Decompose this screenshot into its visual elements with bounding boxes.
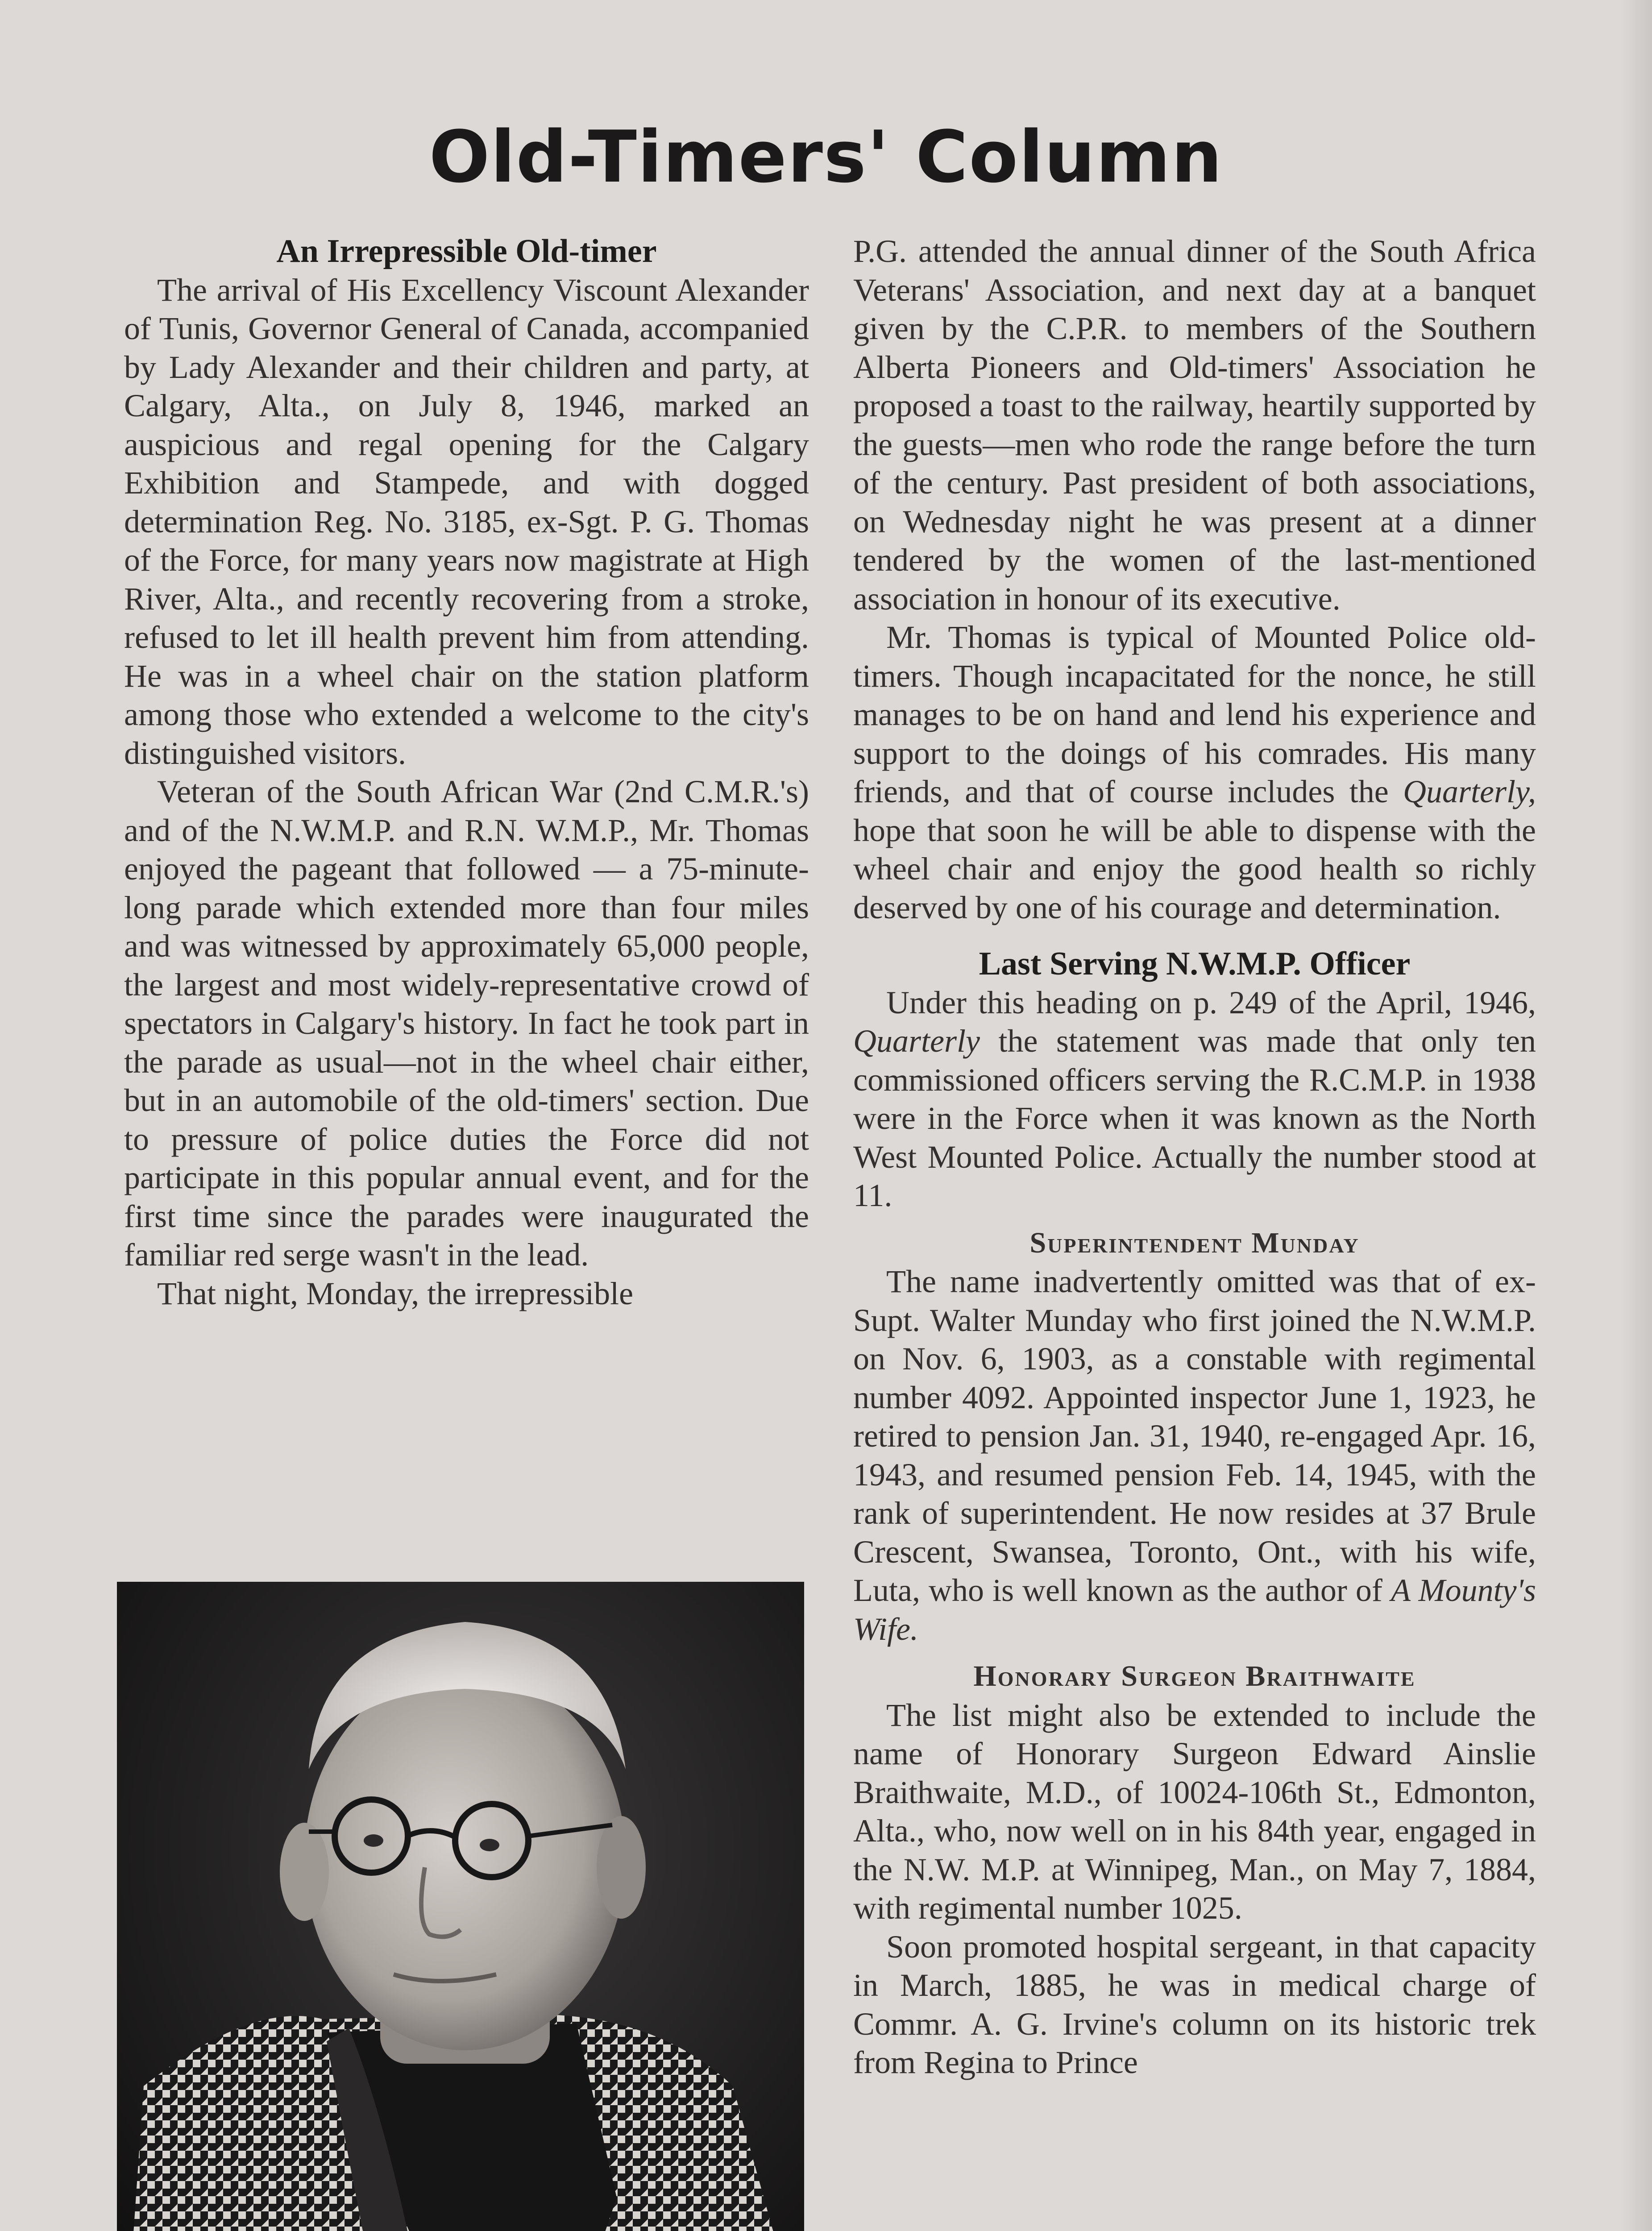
paragraph-text: the statement was made that only ten commissioned officers serving the R.C.M.P. in 1938 were in the Force when it was known as the North West Mounted Police. Actually the number stood at 11. (853, 1023, 1536, 1213)
article-paragraph: Veteran of the South African War (2nd C.M.R.'s) and of the N.W.M.P. and R.N. W.M.P., Mr. Thomas enjoyed the pageant that followed — a 75-minute-long parade which extended more than four miles and was witnessed by approximately 65,000 people, the largest and most widely-representative crowd of spectators in Calgary's history. In fact he took part in the parade as usual—not in the wheel chair either, but in an automobile of the old-timers' section. Due to pressure of police duties the Force did not participate in this popular annual event, and for the first time since the parades were inaugurated the familiar red serge wasn't in the lead. (124, 774, 809, 1273)
publication-name: Quarterly, (1403, 774, 1536, 809)
article-heading: An Irrepressible Old-timer (276, 233, 657, 270)
left-column (124, 232, 809, 1313)
article-paragraph (853, 1262, 1536, 1648)
article-paragraph (853, 618, 1536, 927)
section-subheading: Superintendent Munday (1029, 1226, 1360, 1259)
page-edge-shadow (1621, 0, 1652, 2231)
article-paragraph: Soon promoted hospital sergeant, in that capacity in March, 1885, he was in medical charge of Commr. A. G. Irvine's column on its historic trek from Regina to Prince (853, 1928, 1536, 2080)
article-paragraph: That night, Monday, the irrepressible (157, 1275, 634, 1311)
portrait-photo (117, 1582, 804, 2231)
article-paragraph (853, 983, 1536, 1215)
book-title: A Mounty's Wife. (853, 1572, 1536, 1647)
paragraph-text: Under this heading on p. 249 of the April, 1946, (886, 984, 1536, 1020)
paragraph-text: Mr. Thomas is typical of Mounted Police old-timers. Though incapacitated for the nonce, he still manages to be on hand and lend his experience and support to the doings of his comrades. His many friends, and that of course includes the (853, 619, 1536, 809)
paragraph-text: hope that soon he will be able to dispense with the wheel chair and enjoy the good health so richly deserved by one of his courage and determination. (853, 812, 1536, 925)
section-subheading: Honorary Surgeon Braithwaite (973, 1660, 1416, 1692)
publication-name: Quarterly (853, 1023, 980, 1059)
article-paragraph: The list might also be extended to include the name of Honorary Surgeon Edward Ainslie Braithwaite, M.D., of 10024-106th St., Edmonton, Alta., who, now well on in his 84th year, engaged in the N.W. M.P. at Winnipeg, Man., on May 7, 1884, with regimental number 1025. (853, 1697, 1536, 1926)
article-paragraph: P.G. attended the annual dinner of the South Africa Veterans' Association, and next day at a banquet given by the C.P.R. to members of the Southern Alberta Pioneers and Old-timers' Association he proposed a toast to the railway, heartily supported by the guests—men who rode the range before the turn of the century. Past president of both associations, on Wednesday night he was present at a dinner tendered by the women of the last-mentioned association in honour of its executive. (853, 233, 1536, 617)
article-heading: Last Serving N.W.M.P. Officer (979, 945, 1411, 982)
article-paragraph: The arrival of His Excellency Viscount Alexander of Tunis, Governor General of Canada, accompanied by Lady Alexander and their children and party, at Calgary, Alta., on July 8, 1946, marked an auspicious and regal opening for the Calgary Exhibition and Stampede, and with dogged determination Reg. No. 3185, ex-Sgt. P. G. Thomas of the Force, for many years now magistrate at High River, Alta., and recently recovering from a stroke, refused to let ill health prevent him from attending. He was in a wheel chair on the station platform among those who extended a welcome to the city's distinguished visitors. (124, 272, 809, 771)
paragraph-text: The name inadvertently omitted was that of ex-Supt. Walter Munday who first joined the N.W.M.P. on Nov. 6, 1903, as a constable with regimental number 4092. Appointed inspector June 1, 1923, he retired to pension Jan. 31, 1940, re-engaged Apr. 16, 1943, and resumed pension Feb. 14, 1945, with the rank of superintendent. He now resides at 37 Brule Crescent, Swansea, Toronto, Ont., with his wife, Luta, who is well known as the author of (853, 1264, 1536, 1608)
right-column (853, 232, 1536, 2082)
page-title: Old-Timers' Column (429, 115, 1223, 199)
